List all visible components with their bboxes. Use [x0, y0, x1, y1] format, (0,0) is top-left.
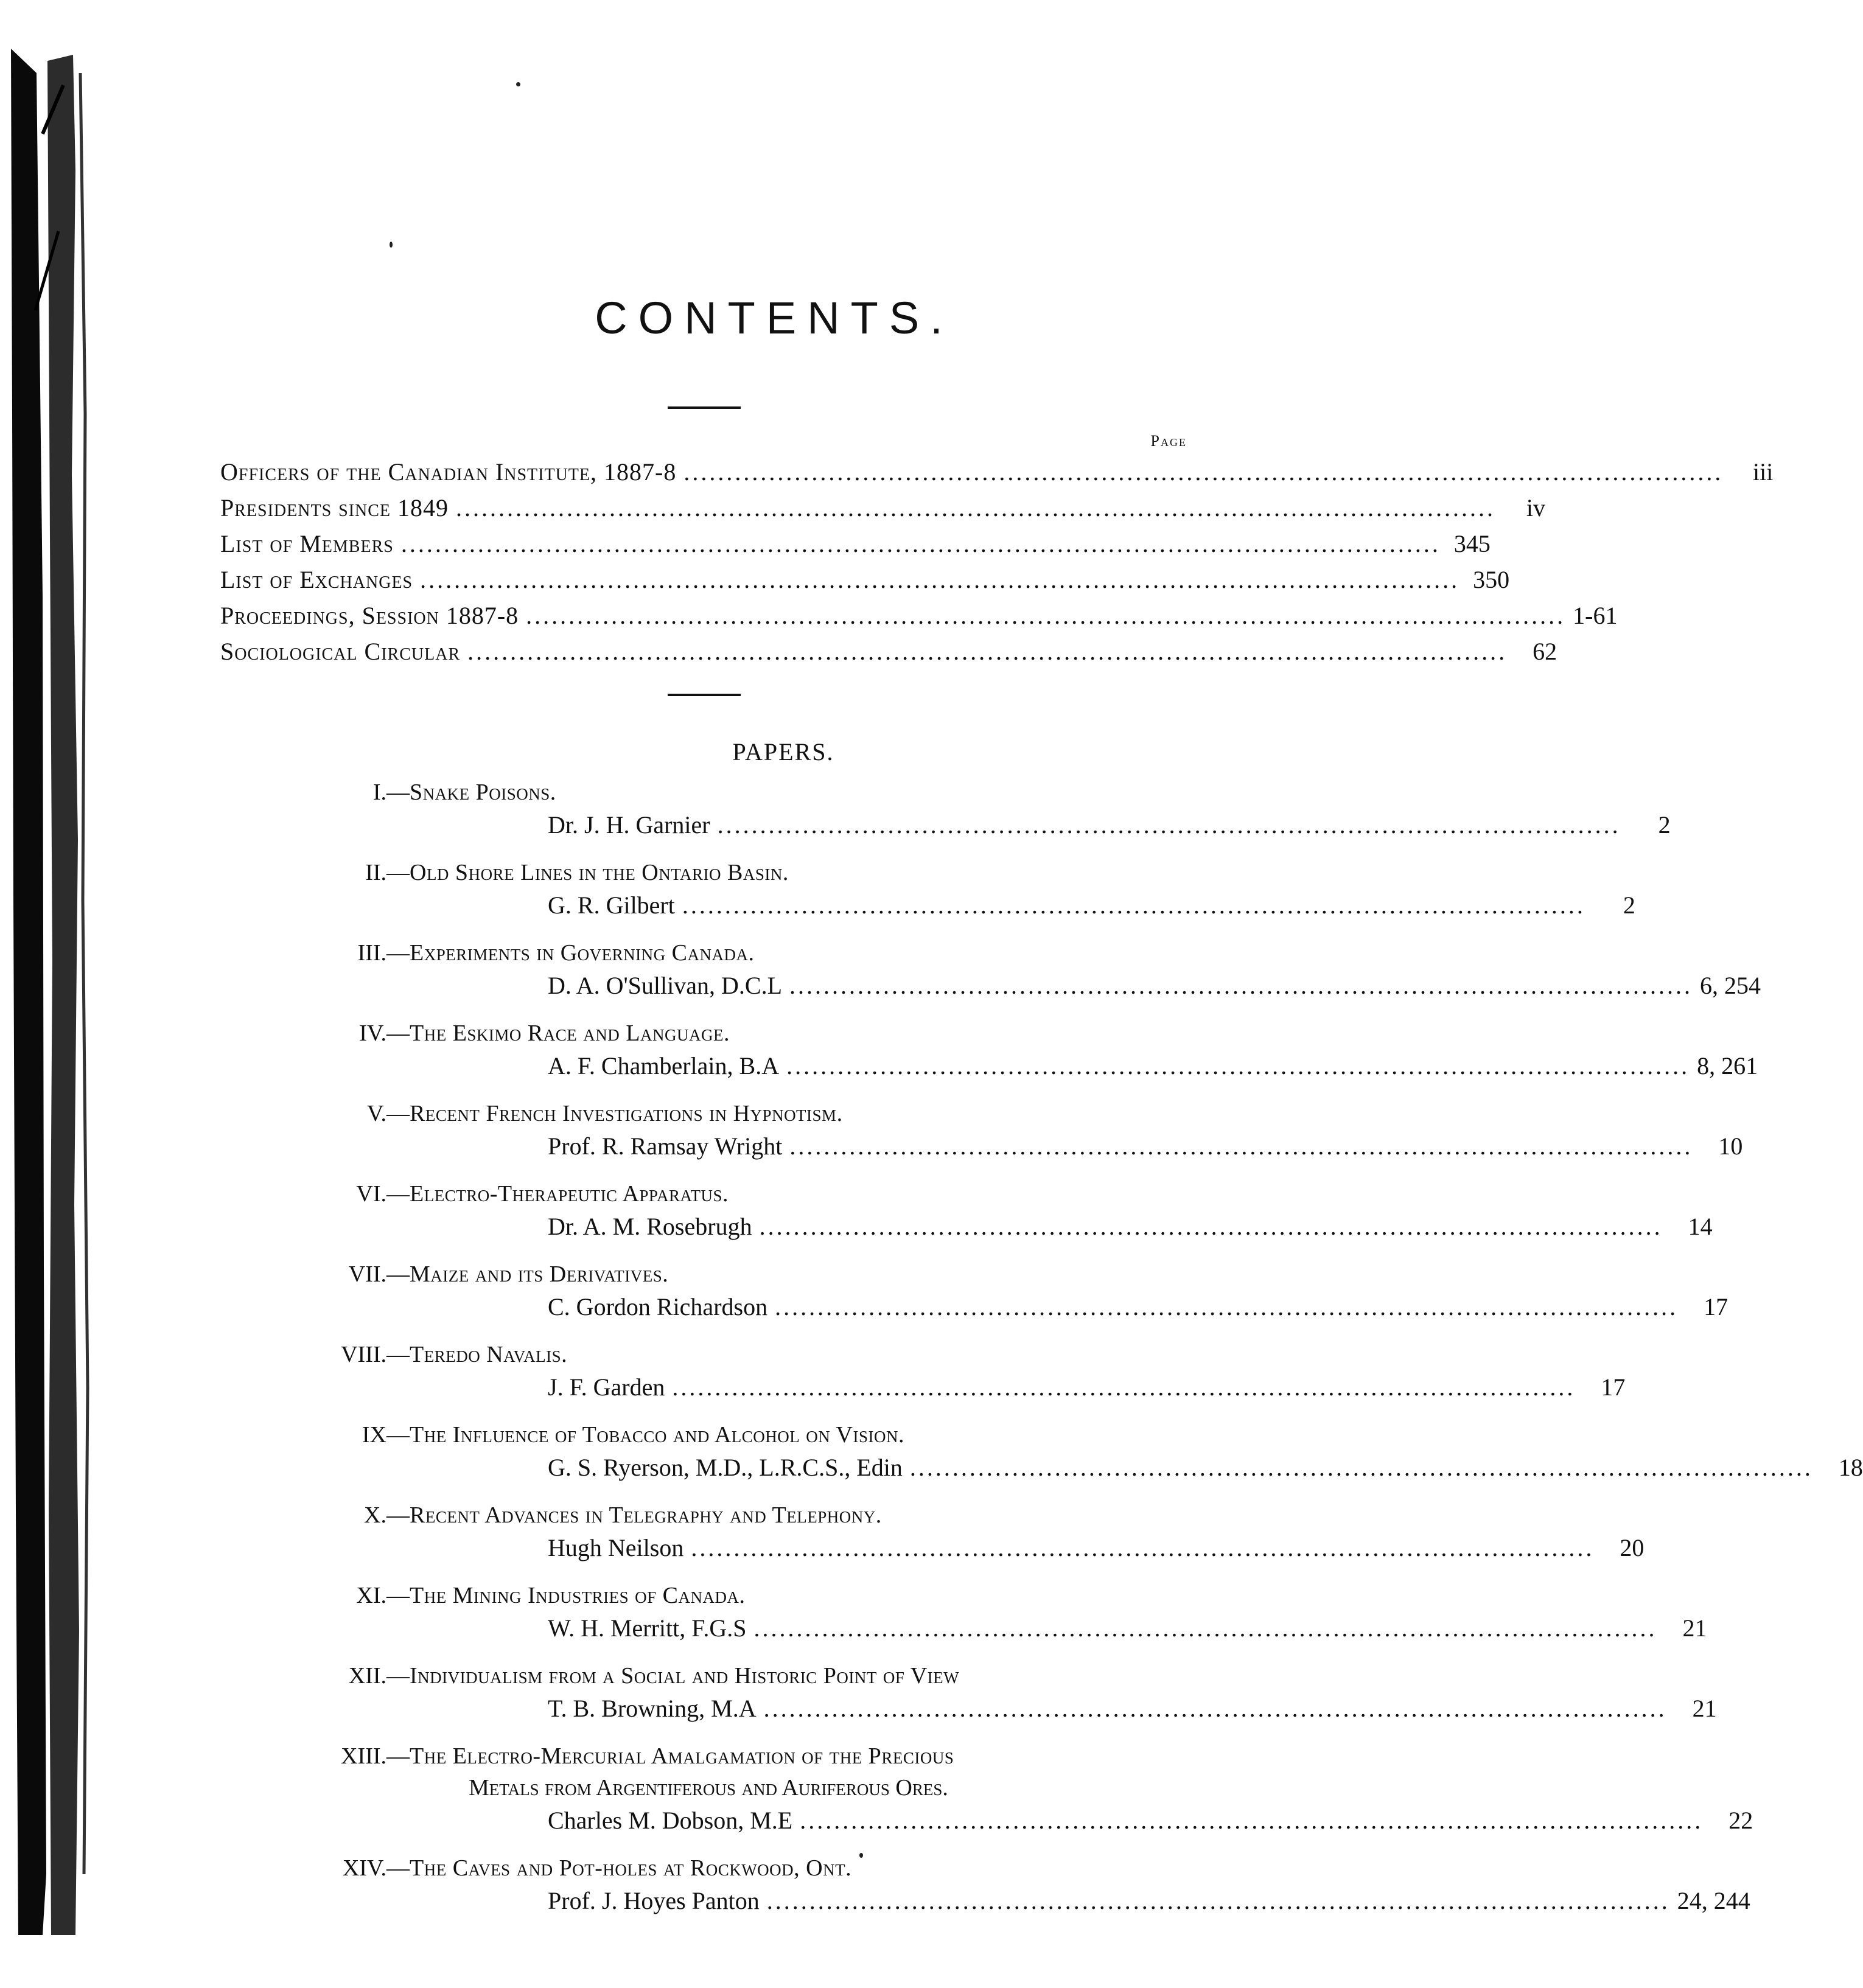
paper-author: Dr. J. H. Garnier: [548, 811, 710, 839]
paper-page: 22: [1728, 1807, 1753, 1834]
paper-page: 20: [1620, 1534, 1645, 1561]
list-item: V. — Recent French Investigations in Hypnotism. Prof. R. Ramsay Wright .......................................................................................................... 10: [292, 1100, 1190, 1165]
leader-dots: ..........................................................................................................: [672, 1373, 1576, 1401]
paper-title: Experiments in Governing Canada.: [410, 940, 755, 966]
paper-title: Maize and its Derivatives.: [410, 1261, 669, 1287]
scan-speck: [516, 82, 520, 86]
list-item: VI. — Electro-Therapeutic Apparatus. Dr. A. M. Rosebrugh .......................................................................................................... 14: [292, 1181, 1190, 1245]
leader-dots: ..........................................................................................................................: [400, 530, 1441, 557]
divider-rule: [668, 406, 741, 409]
leader-dots: ..........................................................................................................................: [420, 566, 1460, 593]
leader-dots: ..........................................................................................................: [682, 891, 1585, 919]
entry-label: Presidents since 1849: [220, 494, 449, 521]
leader-dots: ..........................................................................................................: [763, 1695, 1667, 1722]
leader-dots: ..........................................................................................................................: [456, 494, 1496, 521]
paper-page: 21: [1682, 1614, 1707, 1642]
leader-dots: ..........................................................................................................: [909, 1454, 1813, 1481]
list-item: XIV. — The Caves and Pot-holes at Rockwood, Ont. Prof. J. Hoyes Panton .......................................................................................................... 24, 244: [292, 1855, 1190, 1919]
list-item: [220, 458, 1774, 494]
list-item: II. — Old Shore Lines in the Ontario Basin. G. R. Gilbert .......................................................................................................... 2: [292, 859, 1190, 924]
paper-page: 21: [1692, 1695, 1717, 1722]
paper-page: 18: [1838, 1454, 1863, 1481]
paper-author: T. B. Browning, M.A: [548, 1695, 757, 1722]
list-item: XIII. — The Electro-Mercurial Amalgamation of the Precious Metals from Argentiferous and Auriferous Ores. Charles M. Dobson, M.E .......................................................................................................... 22: [292, 1743, 1190, 1839]
paper-number: I.: [372, 780, 386, 805]
paper-author: G. S. Ryerson, M.D., L.R.C.S., Edin: [548, 1454, 903, 1481]
paper-author: Dr. A. M. Rosebrugh: [548, 1213, 752, 1240]
paper-author: D. A. O'Sullivan, D.C.L: [548, 972, 782, 999]
entry-label: Officers of the Canadian Institute, 1887-8: [220, 458, 677, 486]
entry-label: Sociological Circular: [220, 638, 461, 665]
entry-label: Proceedings, Session 1887-8: [220, 602, 519, 629]
paper-page: 14: [1688, 1213, 1713, 1240]
entry-page: 350: [1473, 566, 1510, 593]
paper-number: XII.: [348, 1663, 386, 1689]
leader-dots: ..........................................................................................................: [786, 1052, 1690, 1079]
entry-page: 62: [1533, 638, 1557, 665]
paper-page: 10: [1718, 1132, 1743, 1160]
scan-speck: [390, 242, 393, 248]
list-item: [220, 565, 1510, 601]
leader-dots: ..........................................................................................................: [789, 972, 1693, 999]
list-item: IX — The Influence of Tobacco and Alcohol on Vision. G. S. Ryerson, M.D., L.R.C.S., Edin .......................................................................................................... 18: [292, 1421, 1190, 1486]
entry-label: List of Members: [220, 530, 394, 557]
leader-dots: ..........................................................................................................: [759, 1213, 1663, 1240]
paper-number: X.: [364, 1502, 386, 1528]
list-item: [220, 601, 1618, 637]
page-column-heading: Page: [1150, 432, 1187, 450]
paper-page: 2: [1623, 891, 1635, 919]
front-matter-list: [220, 458, 1774, 673]
list-item: XI. — The Mining Industries of Canada. W. H. Merritt, F.G.S .......................................................................................................... 21: [292, 1582, 1190, 1647]
paper-title-continued: Metals from Argentiferous and Auriferous Ores.: [469, 1775, 948, 1801]
paper-title: The Caves and Pot-holes at Rockwood, Ont.: [410, 1855, 852, 1881]
leader-dots: ..........................................................................................................: [691, 1534, 1595, 1561]
paper-title: The Electro-Mercurial Amalgamation of the Precious: [410, 1743, 954, 1769]
paper-author: G. R. Gilbert: [548, 891, 675, 919]
paper-title: The Mining Industries of Canada.: [410, 1583, 746, 1608]
paper-author: J. F. Garden: [548, 1373, 665, 1401]
leader-dots: ..........................................................................................................: [800, 1807, 1704, 1834]
list-item: VIII. — Teredo Navalis. J. F. Garden .......................................................................................................... 17: [292, 1341, 1190, 1406]
paper-title: Teredo Navalis.: [410, 1342, 568, 1367]
paper-author: Prof. J. Hoyes Panton: [548, 1887, 760, 1914]
list-item: IV. — The Eskimo Race and Language. A. F. Chamberlain, B.A .......................................................................................................... 8, 261: [292, 1020, 1190, 1084]
paper-author: Charles M. Dobson, M.E: [548, 1807, 793, 1834]
paper-number: III.: [357, 940, 386, 966]
paper-title: The Eskimo Race and Language.: [410, 1020, 730, 1046]
leader-dots: ..........................................................................................................: [789, 1132, 1693, 1160]
list-item: VII. — Maize and its Derivatives. C. Gordon Richardson .......................................................................................................... 17: [292, 1261, 1190, 1325]
leader-dots: ..........................................................................................................: [775, 1293, 1679, 1320]
page-title: CONTENTS.: [595, 293, 954, 343]
entry-label: List of Exchanges: [220, 566, 413, 593]
paper-title: Recent French Investigations in Hypnotism.: [410, 1101, 843, 1126]
paper-page: 17: [1601, 1373, 1626, 1401]
paper-page: 24, 244: [1677, 1887, 1750, 1914]
paper-number: IV.: [359, 1020, 386, 1046]
list-item: I. — Snake Poisons. Dr. J. H. Garnier .......................................................................................................... 2: [292, 779, 1190, 843]
paper-number: VII.: [348, 1261, 386, 1287]
paper-number: VI.: [356, 1181, 386, 1207]
divider-rule: [668, 694, 741, 696]
paper-page: 8, 261: [1697, 1052, 1758, 1079]
entry-page: iv: [1526, 494, 1546, 521]
leader-dots: ..........................................................................................................................: [467, 638, 1508, 665]
leader-dots: ..........................................................................................................................: [683, 458, 1724, 486]
paper-author: W. H. Merritt, F.G.S: [548, 1614, 747, 1642]
paper-number: XIV.: [342, 1855, 386, 1881]
leader-dots: ..........................................................................................................: [753, 1614, 1657, 1642]
list-item: [220, 529, 1491, 565]
paper-number: VIII.: [341, 1342, 386, 1367]
list-item: XII. — Individualism from a Social and Historic Point of View T. B. Browning, M.A .......................................................................................................... 21: [292, 1662, 1190, 1727]
entry-page: 345: [1453, 530, 1491, 557]
paper-author: A. F. Chamberlain, B.A: [548, 1052, 780, 1079]
paper-number: II.: [365, 860, 386, 885]
list-item: X. — Recent Advances in Telegraphy and Telephony. Hugh Neilson .......................................................................................................... 20: [292, 1502, 1190, 1566]
paper-author: C. Gordon Richardson: [548, 1293, 768, 1320]
entry-page: 1-61: [1573, 602, 1618, 629]
list-item: [220, 494, 1546, 529]
paper-title: Snake Poisons.: [410, 780, 556, 805]
paper-title: Old Shore Lines in the Ontario Basin.: [410, 860, 789, 885]
paper-number: IX: [362, 1422, 386, 1448]
paper-title: Individualism from a Social and Historic Point of View: [410, 1663, 960, 1689]
paper-author: Hugh Neilson: [548, 1534, 684, 1561]
paper-number: XIII.: [341, 1743, 386, 1769]
leader-dots: ..........................................................................................................................: [526, 602, 1566, 629]
list-item: [220, 637, 1557, 673]
paper-page: 2: [1658, 811, 1671, 839]
paper-page: 17: [1704, 1293, 1728, 1320]
paper-author: Prof. R. Ramsay Wright: [548, 1132, 783, 1160]
paper-title: The Influence of Tobacco and Alcohol on Vision.: [410, 1422, 904, 1448]
paper-number: XI.: [356, 1583, 386, 1608]
paper-number: V.: [366, 1101, 386, 1126]
leader-dots: ..........................................................................................................: [717, 811, 1621, 839]
entry-page: iii: [1752, 458, 1774, 486]
paper-title: Recent Advances in Telegraphy and Telephony.: [410, 1502, 882, 1528]
leader-dots: ..........................................................................................................: [766, 1887, 1670, 1914]
papers-heading: PAPERS.: [732, 738, 834, 766]
paper-title: Electro-Therapeutic Apparatus.: [410, 1181, 729, 1207]
list-item: III. — Experiments in Governing Canada. D. A. O'Sullivan, D.C.L .......................................................................................................... 6, 254: [292, 940, 1190, 1004]
papers-list: [292, 779, 1863, 1935]
paper-page: 6, 254: [1700, 972, 1761, 999]
